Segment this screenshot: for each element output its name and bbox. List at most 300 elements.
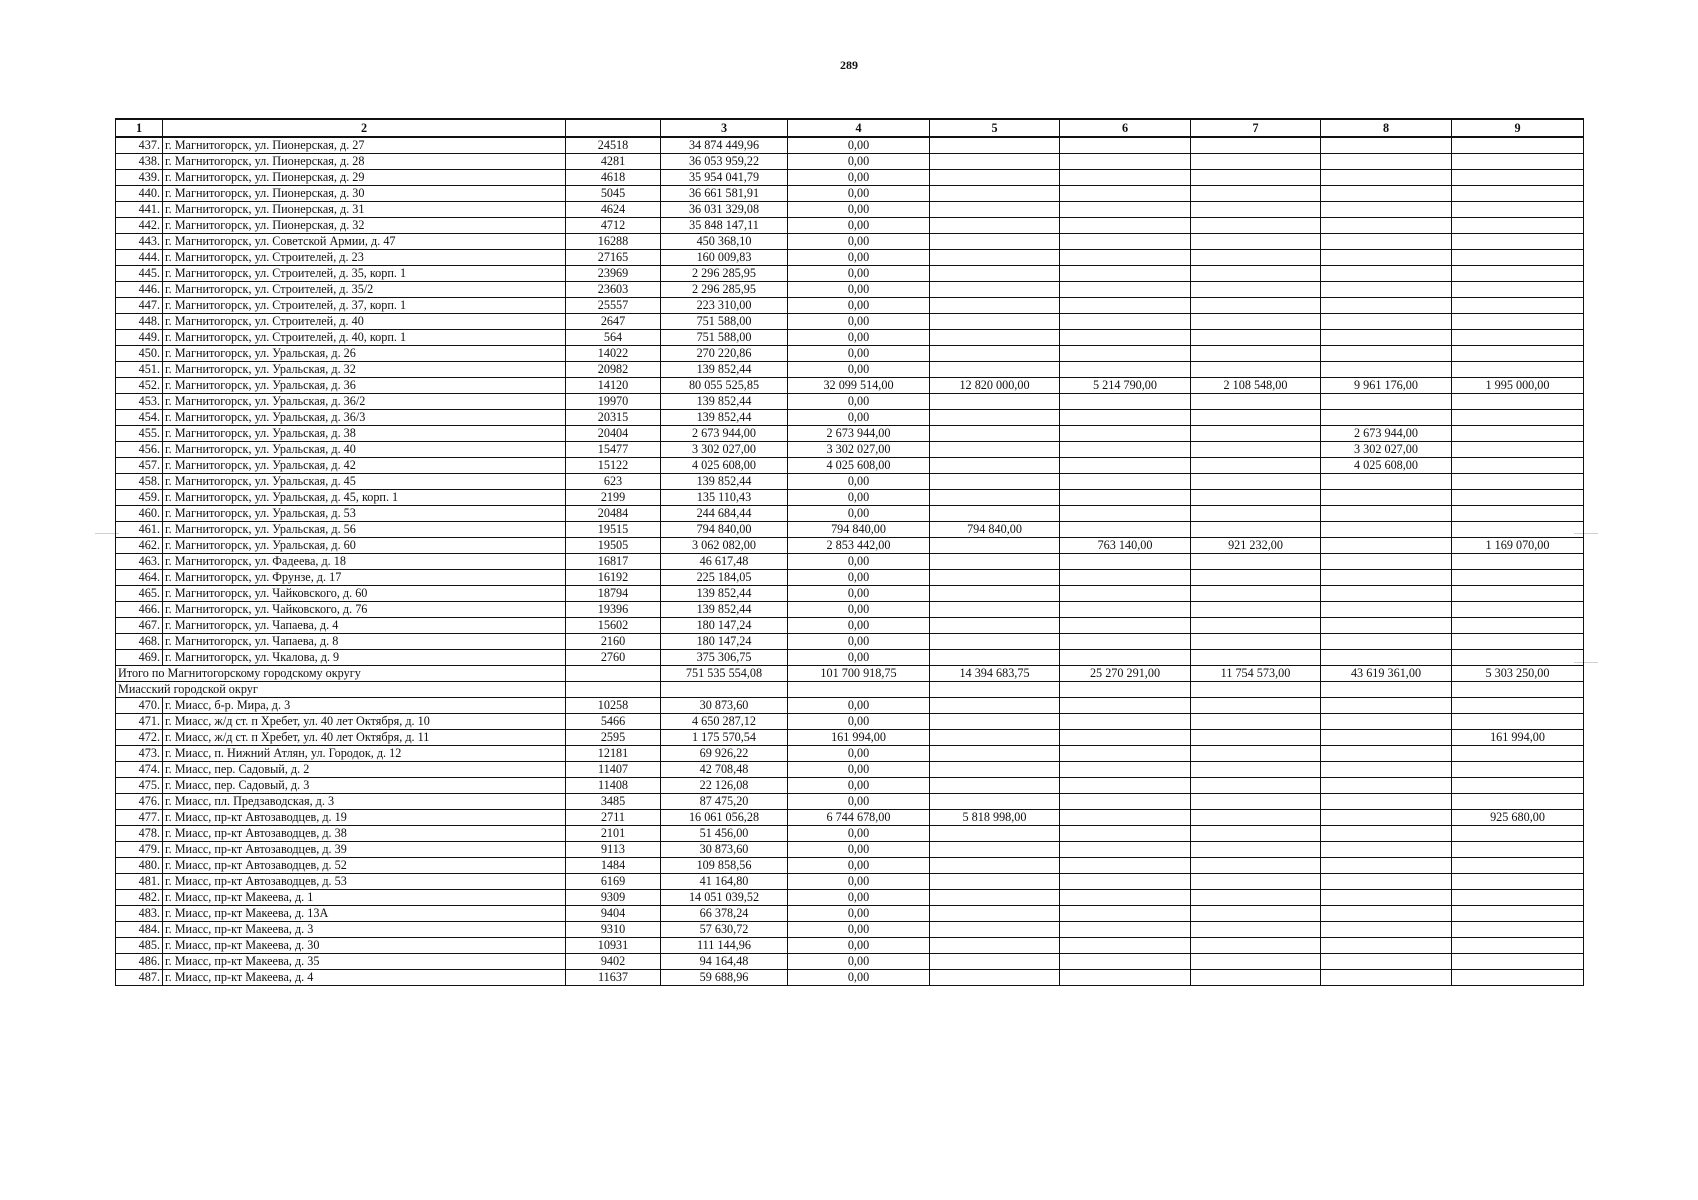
- amount-cell: [930, 442, 1060, 458]
- amount-cell: [1191, 698, 1321, 714]
- row-number: 487.: [116, 970, 163, 986]
- amount-cell: [930, 538, 1060, 554]
- amount-cell: [1452, 458, 1584, 474]
- amount-cell: [1321, 906, 1452, 922]
- amount-cell: 2 296 285,95: [661, 282, 788, 298]
- amount-cell: [930, 186, 1060, 202]
- table-row: [116, 250, 1584, 266]
- amount-cell: [1060, 906, 1191, 922]
- table-row: [116, 506, 1584, 522]
- amount-cell: [930, 794, 1060, 810]
- amount-cell: 0,00: [788, 698, 930, 714]
- house-id-cell: 19515: [566, 522, 661, 538]
- address-cell: г. Магнитогорск, ул. Строителей, д. 40, корп. 1: [163, 330, 566, 346]
- address-cell: г. Миасс, пр-кт Макеева, д. 4: [163, 970, 566, 986]
- table-row: [116, 442, 1584, 458]
- amount-cell: [930, 762, 1060, 778]
- house-id-cell: 9310: [566, 922, 661, 938]
- row-number: 451.: [116, 362, 163, 378]
- row-number: 454.: [116, 410, 163, 426]
- amount-cell: [1060, 762, 1191, 778]
- amount-cell: [1191, 730, 1321, 746]
- subtotal-amount-cell: 11 754 573,00: [1191, 666, 1321, 682]
- amount-cell: [930, 458, 1060, 474]
- amount-cell: [1321, 362, 1452, 378]
- empty-cell: [1321, 682, 1452, 698]
- address-cell: г. Миасс, пр-кт Автозаводцев, д. 52: [163, 858, 566, 874]
- amount-cell: 139 852,44: [661, 394, 788, 410]
- amount-cell: [1191, 954, 1321, 970]
- house-id-cell: 1484: [566, 858, 661, 874]
- address-cell: г. Миасс, пр-кт Макеева, д. 13А: [163, 906, 566, 922]
- table-row: [116, 346, 1584, 362]
- address-cell: г. Магнитогорск, ул. Чайковского, д. 60: [163, 586, 566, 602]
- house-id-cell: 2101: [566, 826, 661, 842]
- amount-cell: [1452, 266, 1584, 282]
- amount-cell: [1191, 154, 1321, 170]
- address-cell: г. Магнитогорск, ул. Строителей, д. 35, корп. 1: [163, 266, 566, 282]
- amount-cell: [1452, 586, 1584, 602]
- address-cell: г. Магнитогорск, ул. Строителей, д. 40: [163, 314, 566, 330]
- address-cell: г. Магнитогорск, ул. Пионерская, д. 31: [163, 202, 566, 218]
- subtotal-row: [116, 666, 1584, 682]
- address-cell: г. Миасс, ж/д ст. п Хребет, ул. 40 лет Октября, д. 10: [163, 714, 566, 730]
- empty-cell: [788, 682, 930, 698]
- address-cell: г. Магнитогорск, ул. Уральская, д. 60: [163, 538, 566, 554]
- amount-cell: [1060, 522, 1191, 538]
- amount-cell: 0,00: [788, 362, 930, 378]
- table-row: [116, 778, 1584, 794]
- amount-cell: [930, 826, 1060, 842]
- amount-cell: [1191, 410, 1321, 426]
- amount-cell: [930, 874, 1060, 890]
- row-number: 474.: [116, 762, 163, 778]
- amount-cell: [1060, 426, 1191, 442]
- house-id-cell: 12181: [566, 746, 661, 762]
- amount-cell: [1321, 938, 1452, 954]
- row-number: 455.: [116, 426, 163, 442]
- amount-cell: [930, 362, 1060, 378]
- amount-cell: [1452, 330, 1584, 346]
- amount-cell: [1060, 362, 1191, 378]
- table-row: [116, 730, 1584, 746]
- amount-cell: 4 650 287,12: [661, 714, 788, 730]
- amount-cell: [1191, 602, 1321, 618]
- table-row: [116, 746, 1584, 762]
- amount-cell: 0,00: [788, 346, 930, 362]
- amount-cell: 0,00: [788, 154, 930, 170]
- amount-cell: [1060, 458, 1191, 474]
- amount-cell: [1452, 858, 1584, 874]
- house-id-cell: 19505: [566, 538, 661, 554]
- row-number: 470.: [116, 698, 163, 714]
- amount-cell: [1452, 506, 1584, 522]
- amount-cell: [1321, 586, 1452, 602]
- row-number: 484.: [116, 922, 163, 938]
- amount-cell: [930, 346, 1060, 362]
- amount-cell: 3 302 027,00: [1321, 442, 1452, 458]
- amount-cell: [1321, 714, 1452, 730]
- amount-cell: [1060, 714, 1191, 730]
- amount-cell: 2 296 285,95: [661, 266, 788, 282]
- address-cell: г. Магнитогорск, ул. Пионерская, д. 29: [163, 170, 566, 186]
- house-id-cell: 6169: [566, 874, 661, 890]
- amount-cell: [930, 250, 1060, 266]
- row-number: 457.: [116, 458, 163, 474]
- amount-cell: 35 954 041,79: [661, 170, 788, 186]
- amount-cell: 2 108 548,00: [1191, 378, 1321, 394]
- amount-cell: [1060, 410, 1191, 426]
- row-number: 446.: [116, 282, 163, 298]
- amount-cell: [1452, 410, 1584, 426]
- amount-cell: [1191, 826, 1321, 842]
- amount-cell: 0,00: [788, 474, 930, 490]
- amount-cell: 0,00: [788, 634, 930, 650]
- column-header: 1: [116, 119, 163, 137]
- amount-cell: 94 164,48: [661, 954, 788, 970]
- address-cell: г. Миасс, ж/д ст. п Хребет, ул. 40 лет Октября, д. 11: [163, 730, 566, 746]
- row-number: 479.: [116, 842, 163, 858]
- table-row: [116, 858, 1584, 874]
- amount-cell: [1060, 218, 1191, 234]
- amount-cell: 0,00: [788, 314, 930, 330]
- amount-cell: 0,00: [788, 602, 930, 618]
- amount-cell: [1191, 394, 1321, 410]
- amount-cell: [930, 314, 1060, 330]
- amount-cell: [1452, 442, 1584, 458]
- amount-cell: [1321, 186, 1452, 202]
- table-row: [116, 298, 1584, 314]
- amount-cell: [1452, 346, 1584, 362]
- amount-cell: [1191, 474, 1321, 490]
- amount-cell: 0,00: [788, 938, 930, 954]
- address-cell: г. Магнитогорск, ул. Уральская, д. 53: [163, 506, 566, 522]
- amount-cell: 4 025 608,00: [1321, 458, 1452, 474]
- row-number: 477.: [116, 810, 163, 826]
- amount-cell: [1060, 282, 1191, 298]
- amount-cell: [1321, 522, 1452, 538]
- amount-cell: 30 873,60: [661, 698, 788, 714]
- table-row: [116, 170, 1584, 186]
- amount-cell: 4 025 608,00: [788, 458, 930, 474]
- table-row: [116, 378, 1584, 394]
- address-cell: г. Магнитогорск, ул. Фрунзе, д. 17: [163, 570, 566, 586]
- amount-cell: 270 220,86: [661, 346, 788, 362]
- amount-cell: [1321, 746, 1452, 762]
- amount-cell: [1191, 442, 1321, 458]
- amount-cell: 16 061 056,28: [661, 810, 788, 826]
- amount-cell: 1 995 000,00: [1452, 378, 1584, 394]
- amount-cell: [1191, 250, 1321, 266]
- amount-cell: [1452, 362, 1584, 378]
- amount-cell: [1060, 842, 1191, 858]
- amount-cell: 160 009,83: [661, 250, 788, 266]
- amount-cell: 0,00: [788, 650, 930, 666]
- amount-cell: [1452, 570, 1584, 586]
- table-row: [116, 186, 1584, 202]
- amount-cell: [1191, 186, 1321, 202]
- amount-cell: [1321, 234, 1452, 250]
- amount-cell: [1191, 506, 1321, 522]
- amount-cell: [1060, 874, 1191, 890]
- amount-cell: [1452, 234, 1584, 250]
- amount-cell: [1321, 314, 1452, 330]
- amount-cell: 36 031 329,08: [661, 202, 788, 218]
- address-cell: г. Магнитогорск, ул. Уральская, д. 40: [163, 442, 566, 458]
- amount-cell: 0,00: [788, 137, 930, 154]
- amount-cell: [1452, 522, 1584, 538]
- amount-cell: 34 874 449,96: [661, 137, 788, 154]
- amount-cell: [1191, 746, 1321, 762]
- subtotal-amount-cell: 25 270 291,00: [1060, 666, 1191, 682]
- row-number: 485.: [116, 938, 163, 954]
- amount-cell: [1452, 746, 1584, 762]
- address-cell: г. Магнитогорск, ул. Уральская, д. 32: [163, 362, 566, 378]
- row-number: 462.: [116, 538, 163, 554]
- column-header: 5: [930, 119, 1060, 137]
- amount-cell: [1452, 394, 1584, 410]
- house-id-cell: 15122: [566, 458, 661, 474]
- amount-cell: [1321, 858, 1452, 874]
- amount-cell: 3 302 027,00: [788, 442, 930, 458]
- amount-cell: [1191, 314, 1321, 330]
- table-row: [116, 906, 1584, 922]
- amount-cell: 0,00: [788, 282, 930, 298]
- amount-cell: [1452, 554, 1584, 570]
- amount-cell: 5 818 998,00: [930, 810, 1060, 826]
- house-id-cell: 11637: [566, 970, 661, 986]
- house-id-cell: 2160: [566, 634, 661, 650]
- amount-cell: [1191, 346, 1321, 362]
- amount-cell: [1321, 730, 1452, 746]
- amount-cell: 42 708,48: [661, 762, 788, 778]
- amount-cell: [1060, 794, 1191, 810]
- amount-cell: [1321, 250, 1452, 266]
- subtotal-amount-cell: 14 394 683,75: [930, 666, 1060, 682]
- address-cell: г. Миасс, б-р. Мира, д. 3: [163, 698, 566, 714]
- row-number: 445.: [116, 266, 163, 282]
- table-row: [116, 570, 1584, 586]
- row-number: 438.: [116, 154, 163, 170]
- amount-cell: 0,00: [788, 794, 930, 810]
- amount-cell: [1191, 266, 1321, 282]
- table-row: [116, 394, 1584, 410]
- address-cell: г. Магнитогорск, ул. Пионерская, д. 32: [163, 218, 566, 234]
- amount-cell: 14 051 039,52: [661, 890, 788, 906]
- amount-cell: [930, 906, 1060, 922]
- amount-cell: [1321, 954, 1452, 970]
- amount-cell: [930, 137, 1060, 154]
- row-number: 483.: [116, 906, 163, 922]
- house-id-cell: 564: [566, 330, 661, 346]
- amount-cell: 9 961 176,00: [1321, 378, 1452, 394]
- amount-cell: [1060, 570, 1191, 586]
- address-cell: г. Магнитогорск, ул. Уральская, д. 36: [163, 378, 566, 394]
- amount-cell: [930, 730, 1060, 746]
- amount-cell: 111 144,96: [661, 938, 788, 954]
- amount-cell: [1060, 938, 1191, 954]
- amount-cell: 0,00: [788, 778, 930, 794]
- amount-cell: [930, 426, 1060, 442]
- amount-cell: [1060, 170, 1191, 186]
- house-id-cell: 9402: [566, 954, 661, 970]
- amount-cell: 0,00: [788, 874, 930, 890]
- address-cell: г. Миасс, пер. Садовый, д. 3: [163, 778, 566, 794]
- amount-cell: [1321, 970, 1452, 986]
- amount-cell: [1191, 874, 1321, 890]
- amount-cell: 0,00: [788, 762, 930, 778]
- amount-cell: [1321, 602, 1452, 618]
- amount-cell: [1321, 137, 1452, 154]
- address-cell: г. Магнитогорск, ул. Пионерская, д. 28: [163, 154, 566, 170]
- address-cell: г. Магнитогорск, ул. Чапаева, д. 8: [163, 634, 566, 650]
- amount-cell: [1321, 346, 1452, 362]
- row-number: 458.: [116, 474, 163, 490]
- amount-cell: 161 994,00: [1452, 730, 1584, 746]
- amount-cell: [930, 970, 1060, 986]
- row-number: 473.: [116, 746, 163, 762]
- amount-cell: 0,00: [788, 922, 930, 938]
- amount-cell: 0,00: [788, 394, 930, 410]
- amount-cell: [1321, 154, 1452, 170]
- table-row: [116, 618, 1584, 634]
- amount-cell: 180 147,24: [661, 618, 788, 634]
- amount-cell: [1321, 394, 1452, 410]
- amount-cell: 135 110,43: [661, 490, 788, 506]
- amount-cell: 6 744 678,00: [788, 810, 930, 826]
- row-number: 449.: [116, 330, 163, 346]
- amount-cell: [1060, 202, 1191, 218]
- subtotal-amount-cell: 751 535 554,08: [661, 666, 788, 682]
- amount-cell: 22 126,08: [661, 778, 788, 794]
- amount-cell: 0,00: [788, 266, 930, 282]
- amount-cell: [1321, 202, 1452, 218]
- table-row: [116, 458, 1584, 474]
- amount-cell: 225 184,05: [661, 570, 788, 586]
- amount-cell: [1452, 426, 1584, 442]
- amount-cell: [1060, 858, 1191, 874]
- amount-cell: [1321, 506, 1452, 522]
- row-number: 447.: [116, 298, 163, 314]
- table-row: [116, 890, 1584, 906]
- table-row: [116, 554, 1584, 570]
- row-number: 448.: [116, 314, 163, 330]
- subtotal-label: Итого по Магнитогорскому городскому округу: [116, 666, 566, 682]
- amount-cell: [1191, 778, 1321, 794]
- row-number: 442.: [116, 218, 163, 234]
- amount-cell: [930, 746, 1060, 762]
- address-cell: г. Магнитогорск, ул. Советской Армии, д. 47: [163, 234, 566, 250]
- house-id-cell: 20315: [566, 410, 661, 426]
- house-id-cell: 10931: [566, 938, 661, 954]
- amount-cell: [1321, 490, 1452, 506]
- row-number: 441.: [116, 202, 163, 218]
- address-cell: г. Миасс, пер. Садовый, д. 2: [163, 762, 566, 778]
- amount-cell: [1060, 826, 1191, 842]
- amount-cell: 80 055 525,85: [661, 378, 788, 394]
- amount-cell: [1191, 137, 1321, 154]
- amount-cell: [1452, 954, 1584, 970]
- table-row: [116, 218, 1584, 234]
- house-id-cell: 9404: [566, 906, 661, 922]
- amount-cell: [1060, 394, 1191, 410]
- amount-cell: 0,00: [788, 202, 930, 218]
- column-header: 3: [661, 119, 788, 137]
- amount-cell: [1321, 634, 1452, 650]
- house-id-cell: 623: [566, 474, 661, 490]
- empty-cell: [566, 682, 661, 698]
- table-row: [116, 826, 1584, 842]
- amount-cell: 2 673 944,00: [788, 426, 930, 442]
- table-row: [116, 314, 1584, 330]
- address-cell: г. Магнитогорск, ул. Уральская, д. 26: [163, 346, 566, 362]
- address-cell: г. Магнитогорск, ул. Уральская, д. 36/3: [163, 410, 566, 426]
- amount-cell: [1452, 282, 1584, 298]
- amount-cell: 36 053 959,22: [661, 154, 788, 170]
- amount-cell: 0,00: [788, 186, 930, 202]
- amount-cell: [1452, 250, 1584, 266]
- amount-cell: 4 025 608,00: [661, 458, 788, 474]
- amount-cell: [1191, 330, 1321, 346]
- amount-cell: [1060, 618, 1191, 634]
- house-id-cell: 5466: [566, 714, 661, 730]
- amount-cell: [930, 586, 1060, 602]
- address-cell: г. Магнитогорск, ул. Уральская, д. 38: [163, 426, 566, 442]
- row-number: 486.: [116, 954, 163, 970]
- house-id-cell: 9309: [566, 890, 661, 906]
- empty-cell: [930, 682, 1060, 698]
- amount-cell: 794 840,00: [788, 522, 930, 538]
- amount-cell: [930, 490, 1060, 506]
- amount-cell: [1060, 490, 1191, 506]
- amount-cell: [1321, 874, 1452, 890]
- amount-cell: [1060, 474, 1191, 490]
- amount-cell: [1060, 250, 1191, 266]
- address-cell: г. Магнитогорск, ул. Уральская, д. 45: [163, 474, 566, 490]
- table-row: [116, 522, 1584, 538]
- amount-cell: 41 164,80: [661, 874, 788, 890]
- table-row: [116, 474, 1584, 490]
- address-cell: г. Миасс, пр-кт Автозаводцев, д. 53: [163, 874, 566, 890]
- row-number: 475.: [116, 778, 163, 794]
- column-header: 6: [1060, 119, 1191, 137]
- column-header: 8: [1321, 119, 1452, 137]
- house-id-cell: 19970: [566, 394, 661, 410]
- amount-cell: 30 873,60: [661, 842, 788, 858]
- amount-cell: [1321, 810, 1452, 826]
- amount-cell: [1452, 970, 1584, 986]
- amount-cell: [1060, 298, 1191, 314]
- amount-cell: [1191, 938, 1321, 954]
- amount-cell: [930, 858, 1060, 874]
- column-header: 9: [1452, 119, 1584, 137]
- amount-cell: 139 852,44: [661, 586, 788, 602]
- amount-cell: [1191, 522, 1321, 538]
- house-id-cell: [566, 666, 661, 682]
- amount-cell: [1191, 554, 1321, 570]
- empty-cell: [1191, 682, 1321, 698]
- house-id-cell: 24518: [566, 137, 661, 154]
- amount-cell: [1191, 234, 1321, 250]
- table-row: [116, 282, 1584, 298]
- amount-cell: [1191, 586, 1321, 602]
- amount-cell: [1452, 698, 1584, 714]
- house-id-cell: 23969: [566, 266, 661, 282]
- amount-cell: [1321, 618, 1452, 634]
- house-id-cell: 9113: [566, 842, 661, 858]
- house-id-cell: 19396: [566, 602, 661, 618]
- amount-cell: [1060, 330, 1191, 346]
